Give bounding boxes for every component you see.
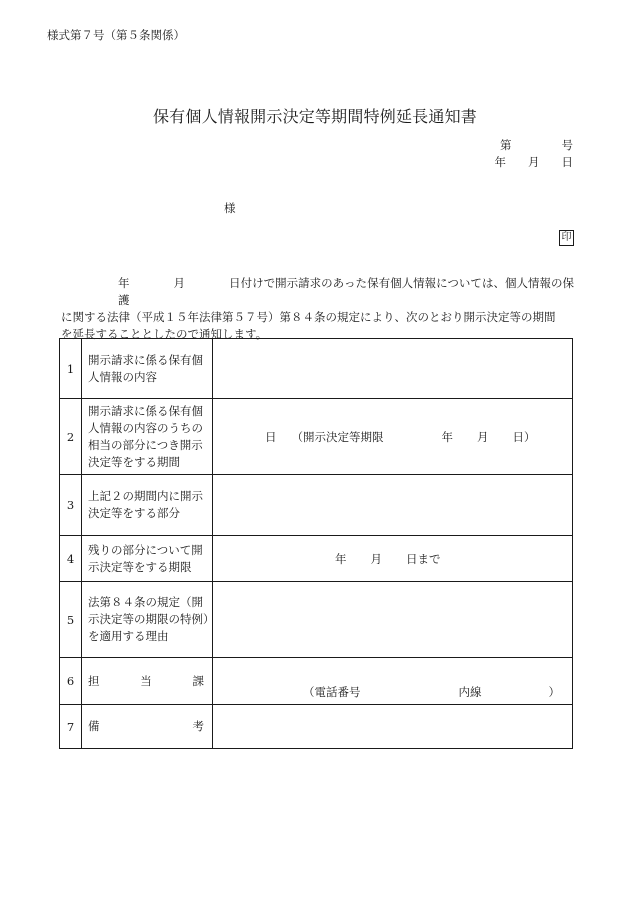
row-label: 法第８４条の規定（開示決定等の期限の特例）を適用する理由 bbox=[82, 582, 213, 658]
issue-date bbox=[495, 154, 574, 170]
responsible-section-field[interactable] bbox=[213, 658, 573, 705]
body-line-3: を延長することとしたので通知します。 bbox=[61, 327, 268, 341]
row-number: 5 bbox=[60, 582, 82, 658]
label-char: 担 bbox=[88, 673, 100, 688]
deadline-day: 日） bbox=[512, 429, 536, 444]
remaining-year: 年 bbox=[335, 551, 347, 566]
personal-info-content-field[interactable] bbox=[213, 339, 573, 399]
date-day: 日 bbox=[561, 155, 573, 169]
notice-body bbox=[61, 275, 574, 343]
special-provision-reason-field[interactable] bbox=[213, 582, 573, 658]
phone-label: （電話番号 bbox=[303, 685, 361, 699]
partial-decision-field[interactable] bbox=[213, 475, 573, 536]
table-row bbox=[60, 658, 573, 705]
row-number: 7 bbox=[60, 705, 82, 749]
body-month: 月 bbox=[173, 276, 186, 290]
table-row bbox=[60, 582, 573, 658]
row-number: 3 bbox=[60, 475, 82, 536]
table-row bbox=[60, 475, 573, 536]
number-prefix: 第 bbox=[500, 138, 512, 152]
period-deadline-label: （開示決定等期限 bbox=[291, 429, 384, 444]
row-label bbox=[82, 658, 213, 705]
number-suffix: 号 bbox=[561, 138, 573, 152]
deadline-year: 年 bbox=[441, 429, 453, 444]
row-number: 1 bbox=[60, 339, 82, 399]
addressee-honorific: 様 bbox=[224, 201, 236, 215]
label-char: 考 bbox=[192, 719, 204, 733]
table-row bbox=[60, 399, 573, 475]
row-label: 開示請求に係る保有個人情報の内容 bbox=[82, 339, 213, 399]
label-char: 備 bbox=[88, 719, 100, 733]
document-title: 保有個人情報開示決定等期間特例延長通知書 bbox=[152, 107, 477, 126]
row-label bbox=[82, 705, 213, 749]
remarks-field[interactable] bbox=[213, 705, 573, 749]
period-day: 日 bbox=[265, 429, 277, 444]
body-line-1 bbox=[61, 275, 574, 309]
body-line-2: に関する法律（平成１５年法律第５７号）第８４条の規定により、次のとおり開示決定等の期間 bbox=[61, 310, 556, 324]
remaining-until: 日まで bbox=[406, 551, 441, 566]
date-month: 月 bbox=[528, 155, 540, 169]
row-label: 開示請求に係る保有個人情報の内容のうちの相当の部分につき開示決定等をする期間 bbox=[82, 399, 213, 475]
deadline-month: 月 bbox=[477, 429, 489, 444]
body-line-1-text: 日付けで開示請求のあった保有個人情報については、個人情報の保護 bbox=[118, 276, 575, 307]
row-number: 2 bbox=[60, 399, 82, 475]
extension-label: 内線 bbox=[458, 685, 482, 699]
table-row bbox=[60, 536, 573, 582]
row-label: 上記２の期間内に開示決定等をする部分 bbox=[82, 475, 213, 536]
row-number: 4 bbox=[60, 536, 82, 582]
remaining-deadline-field[interactable] bbox=[213, 536, 573, 582]
label-char: 当 bbox=[140, 673, 152, 688]
table-row bbox=[60, 339, 573, 399]
form-number: 様式第７号（第５条関係） bbox=[47, 28, 185, 42]
phone-close-paren: ） bbox=[548, 685, 560, 699]
remaining-month: 月 bbox=[370, 551, 382, 566]
extension-details-table bbox=[59, 338, 573, 749]
label-char: 課 bbox=[192, 673, 204, 688]
seal-stamp: 印 bbox=[559, 230, 574, 246]
row-label: 残りの部分について開示決定等をする期限 bbox=[82, 536, 213, 582]
body-year: 年 bbox=[118, 276, 130, 290]
decision-period-field[interactable] bbox=[213, 399, 573, 475]
row-number: 6 bbox=[60, 658, 82, 705]
document-number bbox=[500, 137, 573, 153]
date-year: 年 bbox=[494, 155, 506, 169]
table-row bbox=[60, 705, 573, 749]
